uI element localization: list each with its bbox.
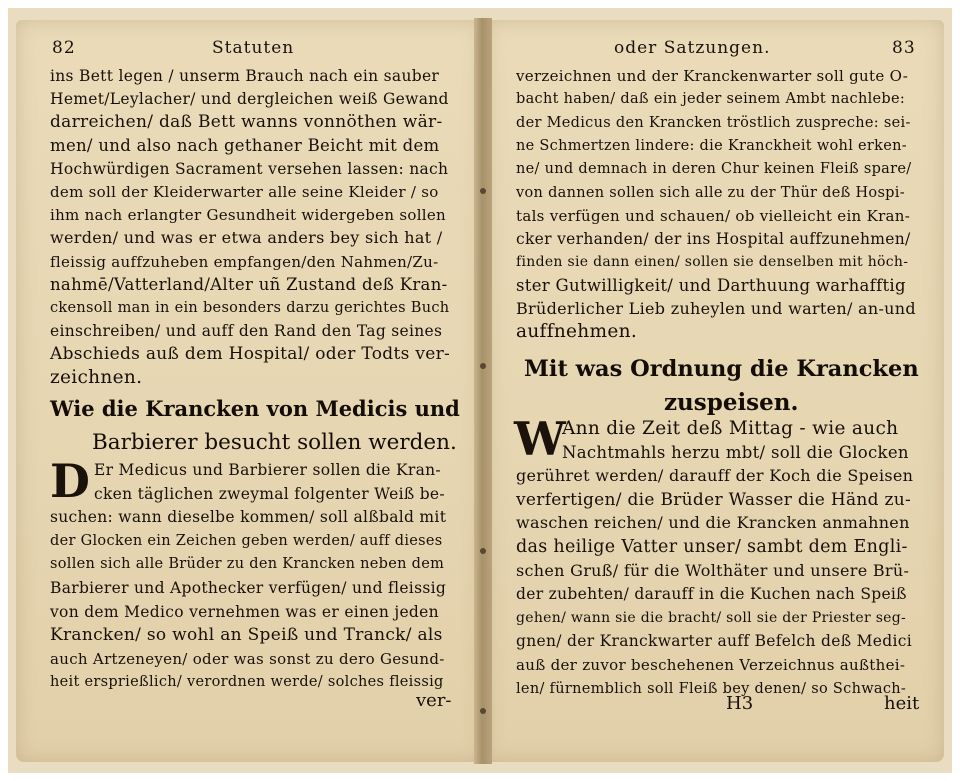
text-line: heit ersprießlich/ verordnen werde/ solches fleissig (50, 674, 444, 691)
left-drop-cap: D (50, 454, 90, 508)
text-line: tals verfügen und schauen/ ob vielleicht ein Kran- (516, 206, 911, 225)
book-gutter (474, 18, 492, 764)
text-line: Brüderlicher Lieb zuheylen und warten/ an-und (516, 299, 916, 318)
text-line: ihm nach erlangter Gesundheit widergeben sollen (50, 206, 447, 225)
left-section-heading-line2: Barbierer besucht sollen werden. (92, 430, 457, 455)
text-line: auch Artzeneyen/ oder was sonst zu dero Gesund- (50, 649, 445, 668)
text-line: auffnehmen. (516, 321, 638, 343)
text-line: von dem Medico vernehmen was er einen jeden (50, 602, 439, 621)
text-line: das heilige Vatter unser/ sambt dem Engli- (516, 537, 908, 557)
text-line: der Glocken ein Zeichen geben werden/ auff dieses (50, 532, 443, 549)
text-line: werden/ und was er etwa anders bey sich hat / (50, 228, 443, 248)
text-line: darreichen/ daß Bett wanns vonnöthen wär- (50, 112, 443, 133)
left-running-head: Statuten (212, 38, 295, 58)
text-line: der Medicus den Krancken tröstlich zuspreche: sei- (516, 114, 911, 131)
text-line: sollen sich alle Brüder zu den Krancken neben dem (50, 556, 445, 573)
text-line: verfertigen/ die Brüder Wasser die Händ zu- (516, 489, 912, 510)
text-line: nahmē/Vatterland/Alter uñ Zustand deß Kran- (50, 274, 448, 294)
right-section-heading-line2: zuspeisen. (664, 389, 799, 416)
text-line: ins Bett legen / unserm Brauch nach ein sauber (50, 67, 440, 85)
text-line: zeichnen. (50, 366, 143, 388)
text-line: waschen reichen/ und die Krancken anmahnen (516, 513, 910, 533)
left-section-heading-line1: Wie die Krancken von Medicis und (50, 396, 460, 421)
binding-hole (480, 548, 486, 554)
right-page-number: 83 (892, 38, 916, 58)
text-line: len/ fürnemblich soll Fleiß bey denen/ so Schwach- (516, 680, 907, 697)
binding-hole (480, 188, 486, 194)
text-line: Krancken/ so wohl an Speiß und Tranck/ als (50, 625, 443, 646)
text-line: cken täglichen zweymal folgenter Weiß be- (94, 484, 445, 503)
text-line: dem soll der Kleiderwarter alle seine Kleider / so (50, 183, 439, 201)
text-line: men/ und also nach gethaner Beicht mit dem (50, 135, 440, 155)
left-page-number: 82 (52, 38, 76, 58)
right-signature-mark: H3 (726, 693, 754, 714)
right-section-heading-line1: Mit was Ordnung die Krancken (524, 356, 919, 382)
text-line: auß der zuvor beschehenen Verzeichnus außthei- (516, 656, 906, 674)
text-line: von dannen sollen sich alle zu der Thür deß Hospi- (516, 184, 905, 201)
text-line: finden sie dann einen/ sollen sie denselben mit höch- (516, 254, 909, 271)
text-line: ne/ und demnach in deren Chur keinen Fleiß spare/ (516, 161, 912, 178)
right-running-head: oder Satzungen. (614, 38, 771, 58)
text-line: ckensoll man in ein besonders darzu gerichtes Buch (50, 300, 450, 316)
text-line: Abschieds auß dem Hospital/ oder Todts ver- (50, 344, 451, 365)
text-line: cker verhanden/ der ins Hospital auffzunehmen/ (516, 230, 911, 249)
right-drop-cap: W (514, 412, 566, 466)
text-line: ne Schmertzen lindere: die Kranckheit wohl erken- (516, 137, 907, 154)
text-line: gnen/ der Kranckwarter auff Befelch deß Medici (516, 632, 912, 651)
text-line: einschreiben/ und auff den Rand den Tag seines (50, 322, 443, 341)
text-line: gehen/ wann sie die bracht/ soll sie der Priester seg- (516, 609, 907, 626)
right-catchword: heit (884, 693, 920, 714)
text-line: bacht haben/ daß ein jeder seinem Ambt nachlebe: (516, 91, 906, 108)
text-line: Er Medicus und Barbierer sollen die Kran- (94, 461, 441, 479)
text-line: der zubehten/ darauff in die Kuchen nach Speiß (516, 585, 907, 604)
text-line: Hemet/Leylacher/ und dergleichen weiß Gewand (50, 90, 449, 109)
text-line: ster Gutwilligkeit/ und Darthuung warhafftig (516, 275, 906, 295)
text-line: fleissig auffzuheben empfangen/den Nahmen/Zu- (50, 252, 439, 271)
binding-hole (480, 363, 486, 369)
text-line: gerühret werden/ darauff der Koch die Speisen (516, 466, 914, 486)
text-line: suchen: wann dieselbe kommen/ soll alßbald mit (50, 508, 447, 527)
binding-hole (480, 708, 486, 714)
text-line: Barbierer und Apothecker verfügen/ und fleissig (50, 579, 447, 597)
left-catchword: ver- (416, 690, 452, 711)
text-line: Nachtmahls herzu mbt/ soll die Glocken (562, 442, 909, 462)
text-line: schen Gruß/ für die Wolthäter und unsere Brü- (516, 560, 910, 580)
text-line: verzeichnen und der Kranckenwarter soll gute O- (516, 67, 909, 85)
text-line: Ann die Zeit deß Mittag - wie auch (562, 418, 899, 439)
text-line: Hochwürdigen Sacrament versehen lassen: nach (50, 159, 449, 178)
